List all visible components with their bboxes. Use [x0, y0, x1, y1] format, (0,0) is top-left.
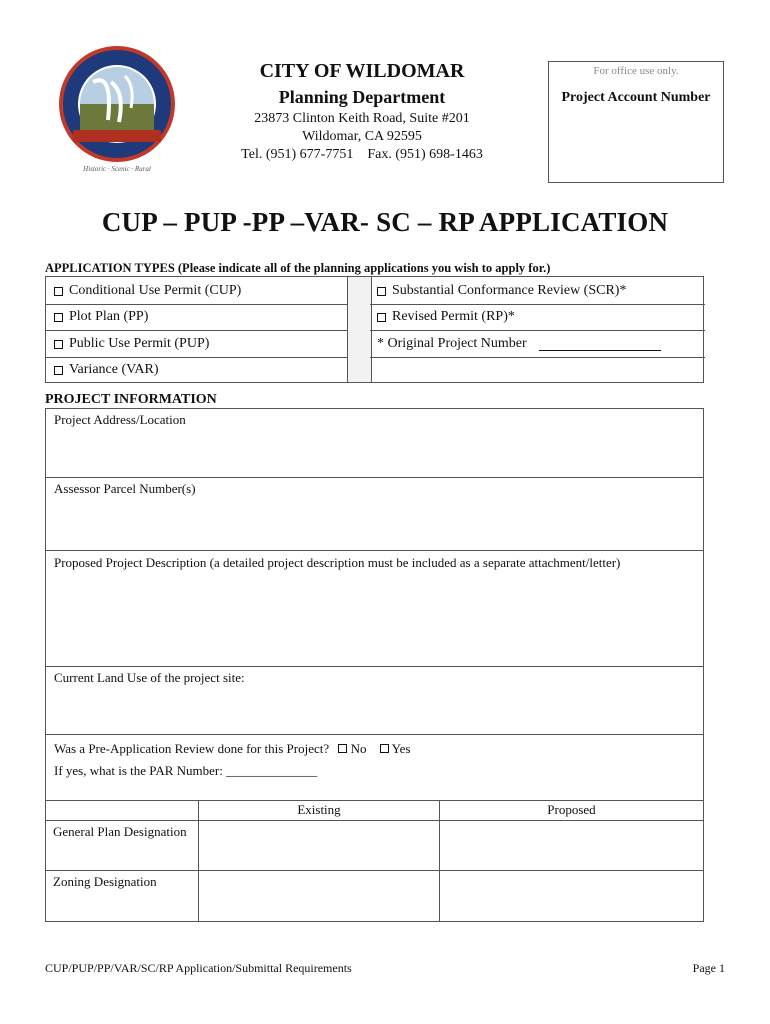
project-information-label: PROJECT INFORMATION [45, 392, 217, 407]
project-account-number-label: Project Account Number [561, 90, 711, 105]
col-proposed: Proposed [440, 801, 703, 821]
footer-title: CUP/PUP/PP/VAR/SC/RP Application/Submittal Requirements [45, 961, 352, 975]
application-types-label: APPLICATION TYPES (Please indicate all of the planning applications you wish to apply for.) [45, 261, 551, 275]
checkbox-cup[interactable] [54, 287, 63, 296]
original-project-number-field[interactable] [539, 338, 661, 351]
zoning-proposed[interactable] [440, 871, 703, 921]
original-project-number[interactable]: * Original Project Number [377, 336, 661, 352]
project-address-field[interactable]: Project Address/Location [46, 409, 703, 478]
checkbox-var[interactable] [54, 366, 63, 375]
option-scr[interactable]: Substantial Conformance Review (SCR)* [377, 283, 626, 299]
page-footer [45, 961, 725, 976]
application-types-table [45, 276, 704, 383]
zoning-label: Zoning Designation [46, 871, 199, 921]
option-rp[interactable]: Revised Permit (RP)* [377, 309, 515, 325]
col-existing: Existing [199, 801, 440, 821]
address-line-1: 23873 Clinton Keith Road, Suite #201 [254, 111, 470, 126]
checkbox-pup[interactable] [54, 340, 63, 349]
option-pp[interactable]: Plot Plan (PP) [54, 309, 148, 325]
address-line-2: Wildomar, CA 92595 [302, 129, 422, 144]
current-land-use-field[interactable]: Current Land Use of the project site: [46, 667, 703, 735]
office-use-box [548, 61, 724, 183]
general-plan-existing[interactable] [199, 821, 440, 871]
option-pup[interactable]: Public Use Permit (PUP) [54, 336, 209, 352]
pre-application-review: Was a Pre-Application Review done for this Project? No Yes If yes, what is the PAR Number: ______________ [46, 735, 703, 801]
general-plan-label: General Plan Designation [46, 821, 199, 871]
project-description-field[interactable]: Proposed Project Description (a detailed project description must be included as a separate attachment/letter) [46, 551, 703, 667]
city-seal [53, 42, 181, 177]
checkbox-rp[interactable] [377, 313, 386, 322]
checkbox-pp[interactable] [54, 313, 63, 322]
checkbox-scr[interactable] [377, 287, 386, 296]
office-use-note: For office use only. [593, 65, 679, 77]
page-title: CUP – PUP -PP –VAR- SC – RP APPLICATION [101, 207, 669, 237]
land-use-table [46, 801, 703, 921]
zoning-existing[interactable] [199, 871, 440, 921]
par-number-field[interactable]: If yes, what is the PAR Number: ______________ [54, 763, 318, 778]
option-cup[interactable]: Conditional Use Permit (CUP) [54, 283, 241, 299]
checkbox-par-no[interactable] [338, 744, 347, 753]
option-var[interactable]: Variance (VAR) [54, 362, 159, 378]
city-name: CITY OF WILDOMAR [259, 60, 465, 82]
seal-motto: Historic · Scenic · Rural [83, 165, 151, 173]
checkbox-par-yes[interactable] [380, 744, 389, 753]
phone-fax: Tel. (951) 677-7751 Fax. (951) 698-1463 [241, 147, 483, 162]
general-plan-proposed[interactable] [440, 821, 703, 871]
project-information-table [45, 408, 704, 922]
page-number: Page 1 [692, 961, 725, 975]
department-name: Planning Department [278, 87, 446, 107]
column-divider [347, 277, 372, 382]
letterhead [212, 58, 512, 164]
assessor-parcel-field[interactable]: Assessor Parcel Number(s) [46, 478, 703, 551]
